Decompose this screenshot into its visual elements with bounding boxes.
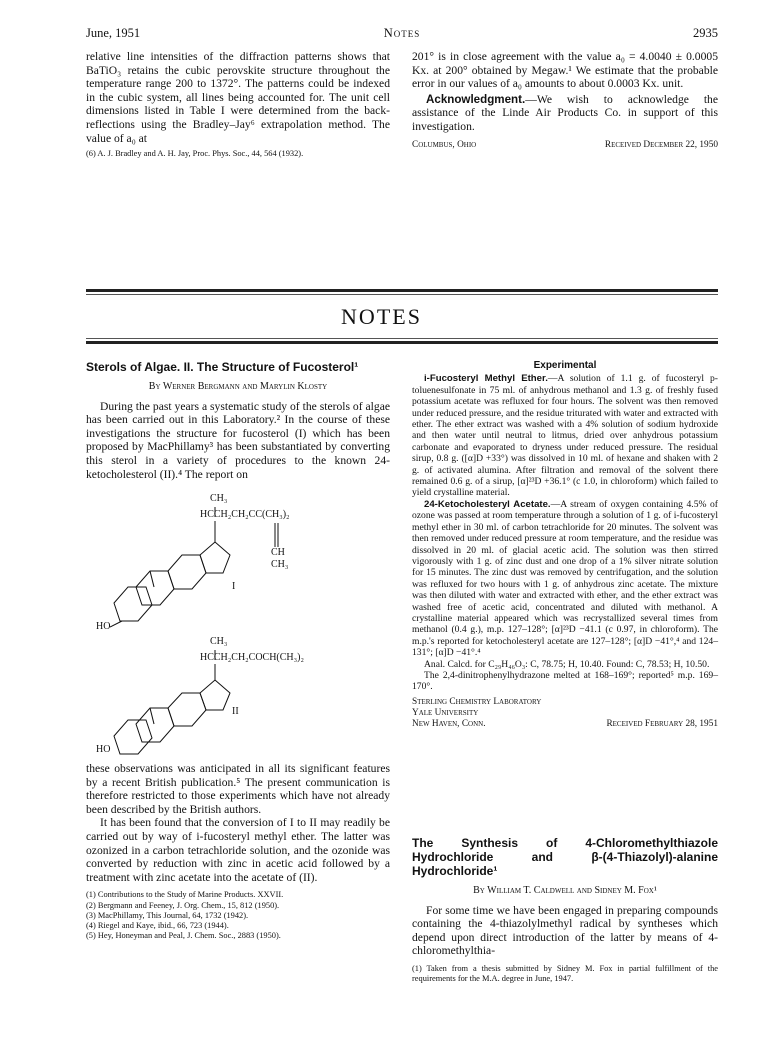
experimental-heading: Experimental <box>533 360 597 371</box>
footnote: (2) Bergmann and Feeney, J. Org. Chem., 15, 812 (1950). <box>86 900 280 910</box>
footnote: (5) Hey, Honeyman and Peal, J. Chem. Soc., 2883 (1950). <box>86 931 281 941</box>
struct2-ho: HO <box>96 744 111 755</box>
section-rule <box>86 289 718 292</box>
structure-I <box>96 493 380 637</box>
section-title: NOTES <box>341 304 422 329</box>
article2-title: The Synthesis of 4-Chloromethylthiazole Hydrochloride and β-(4-Thiazolyl)-alanine Hydrochloride¹ <box>412 836 718 878</box>
experimental-column <box>412 360 718 731</box>
ack-text: —We wish to acknowledge the assistance of the Linde Air Products Co. in support of this investigation. <box>412 92 718 133</box>
struct2-chain: HCCH₂CH₂COCH(CH₃)₂ <box>200 652 304 663</box>
lab-line2: Yale University <box>412 707 479 718</box>
article1-para1: During the past years a systematic study of the sterols of algae has been carried out in this Laboratory.² In the course of these investigations the structure for fucosterol (I) which has been proposed by MacPhillamy³ has been substantiated by converting this sterol in a variety of procedures to the known 24-ketocholesterol (II).⁴ The report on <box>86 399 390 481</box>
lab-city: New Haven, Conn. <box>412 718 486 729</box>
article2-authors: By William T. Caldwell and Sidney M. Fox¹ <box>473 885 657 896</box>
experimental-para3: The 2,4-dinitrophenylhydrazone melted at 168–169°; reported⁵ m.p. 169–170°. <box>412 669 718 693</box>
struct1-ch: CH <box>271 547 285 558</box>
analysis: Anal. Calcd. for C₂₉H₄₆O₃: C, 78.75; H, 10.40. Found: C, 78.53; H, 10.50. <box>424 658 710 670</box>
article1-para2: these observations was anticipated in all its significant features by a recent British publication.⁵ The present communication is therefore restricted to those experiments which have not already been described by the British authors. <box>86 762 390 816</box>
top-left-column <box>86 50 390 159</box>
continued-paragraph: 201° is in close agreement with the value a₀ = 4.0040 ± 0.0005 Kx. at 200° obtained by Megaw.¹ We estimate that the probable error in our values of a₀ amounts to about 0.0003 Kx. unit. <box>412 50 718 91</box>
footnote: (1) Contributions to the Study of Marine Products. XXVII. <box>86 890 284 900</box>
received-date: Received December 22, 1950 <box>604 139 718 150</box>
struct1-methyl: CH₃ <box>210 493 228 504</box>
header-date: June, 1951 <box>86 26 141 40</box>
para2-text: —A stream of oxygen containing 4.5% of ozone was passed at room temperature through a solution of 1 g. of i-fucosteryl methyl ether in 30 ml. of carbon tetrachloride for 20 minutes. The solvent was then removed under reduced pressure at room temperature, and the residue was dissolved in 20 ml. of glacial acetic acid. The solution was then stirred vigorously with 1 g. of zinc dust and one drop of a 1% silver nitrate solution for 15 minutes. The zinc dust was removed by centrifugation, and the solution was refluxed for two hours with 1 g. of anhydrous zinc acetate. The mixture was then diluted with water and extracted with ether, and the ether extract was washed free of acetic acid, concentrated and diluted with methanol. A crystalline material appeared which was recrystallized several times from methanol (0.4 g.), m.p. 127–128°; [α]²³D −41.1 (c 0.97, in chloroform). The m.p.'s reported for ketocholesteryl acetate are 127–128°; [α]D −41°,⁴ and 124–131°; [α]D −41°.⁴ <box>412 498 718 659</box>
struct2-methyl: CH₃ <box>210 636 228 647</box>
lab-line3 <box>412 719 718 731</box>
article2-footnote: (1) Taken from a thesis submitted by Sidney M. Fox in partial fulfillment of the requirements for the M.A. degree in June, 1947. <box>412 963 718 984</box>
top-right-column <box>412 50 718 152</box>
continued-paragraph: relative line intensities of the diffraction patterns shows that BaTiO₃ retains the cubic perovskite structure throughout the temperature range 200 to 1372°. The patterns could be indexed in the cubic system, all lines being accounted for. The unit cell dimensions listed in Table I were determined from the back-reflections using the Bradley–Jay⁶ extrapolation method. The value of a₀ at <box>86 50 390 145</box>
footnote: (3) MacPhillamy, This Journal, 64, 1732 (1942). <box>86 910 249 920</box>
address-line <box>412 140 718 152</box>
lab-line1: Sterling Chemistry Laboratory <box>412 696 542 707</box>
article2-column <box>412 836 718 984</box>
lab-address <box>412 697 718 731</box>
section-rule <box>86 341 718 344</box>
header-section: Notes <box>383 26 421 40</box>
article1-column <box>86 360 390 481</box>
experimental-para1 <box>412 373 718 498</box>
article1-column-cont <box>86 762 390 941</box>
article1-para3: It has been found that the conversion of I to II may readily be carried out by way of i-fucosteryl methyl ether. The latter was ozonized in a carbon tetrachloride solution, and the ozonide was converted by reduction with zinc in acetic acid followed by a treatment with zinc acetate into the acetate of (II). <box>86 816 390 884</box>
footnote: (4) Riegel and Kaye, ibid., 66, 723 (1944). <box>86 920 229 930</box>
struct1-ch3: CH₃ <box>271 559 289 570</box>
page-number: 2935 <box>693 26 718 40</box>
place: Columbus, Ohio <box>412 139 477 150</box>
struct1-ho: HO <box>96 621 111 632</box>
experimental-para2 <box>412 499 718 659</box>
article1-authors: By Werner Bergmann and Marylin Klosty <box>148 381 328 392</box>
article1-footnotes <box>86 890 390 941</box>
struct1-label: I <box>232 581 236 592</box>
ack-heading: Acknowledgment. <box>426 92 526 106</box>
para1-text: —A solution of 1.1 g. of fucosteryl p-toluenesulfonate in 75 ml. of anhydrous methanol and 1.3 g. of freshly fused potassium acetate was refluxed for four hours. The solvent was then removed under reduced pressure, and the residue triturated with water and extracted with ether. The ether extract was washed with a 4% solution of sodium hydroxide and then water until neutral to litmus, dried over anhydrous potassium carbonate and evaporated to dryness under reduced pressure. The residual sirup, 0.8 g. ([α]D +33°) was dissolved in 10 ml. of hexane and shaken with 2 g. of activated alumina. After filtration and removal of the solvent there remained 0.6 g. of a sirup, [α]²³D +36.1° (c 1.0, in chloroform) which failed to yield crystalline material. <box>412 373 718 499</box>
running-header <box>86 26 718 42</box>
article2-para1: For some time we have been engaged in preparing compounds containing the 4-thiazolylmethyl radical by syntheses which depend upon direct introduction of the latter by means of 4-chloromethylthia- <box>412 903 718 958</box>
article1-title: Sterols of Algae. II. The Structure of Fucosterol¹ <box>86 360 359 374</box>
structure-II <box>96 636 380 760</box>
para2-title: 24-Ketocholesteryl Acetate. <box>424 498 551 510</box>
footnote: (6) A. J. Bradley and A. H. Jay, Proc. Phys. Soc., 44, 564 (1932). <box>86 149 304 159</box>
acknowledgment <box>412 93 718 134</box>
section-rule-thin <box>86 294 718 295</box>
section-rule-thin <box>86 338 718 339</box>
struct1-chain: HCCH₂CH₂CC(CH₃)₂ <box>200 509 290 520</box>
struct2-label: II <box>232 706 239 717</box>
received-date: Received February 28, 1951 <box>606 718 718 729</box>
para1-title: i-Fucosteryl Methyl Ether. <box>424 373 548 385</box>
